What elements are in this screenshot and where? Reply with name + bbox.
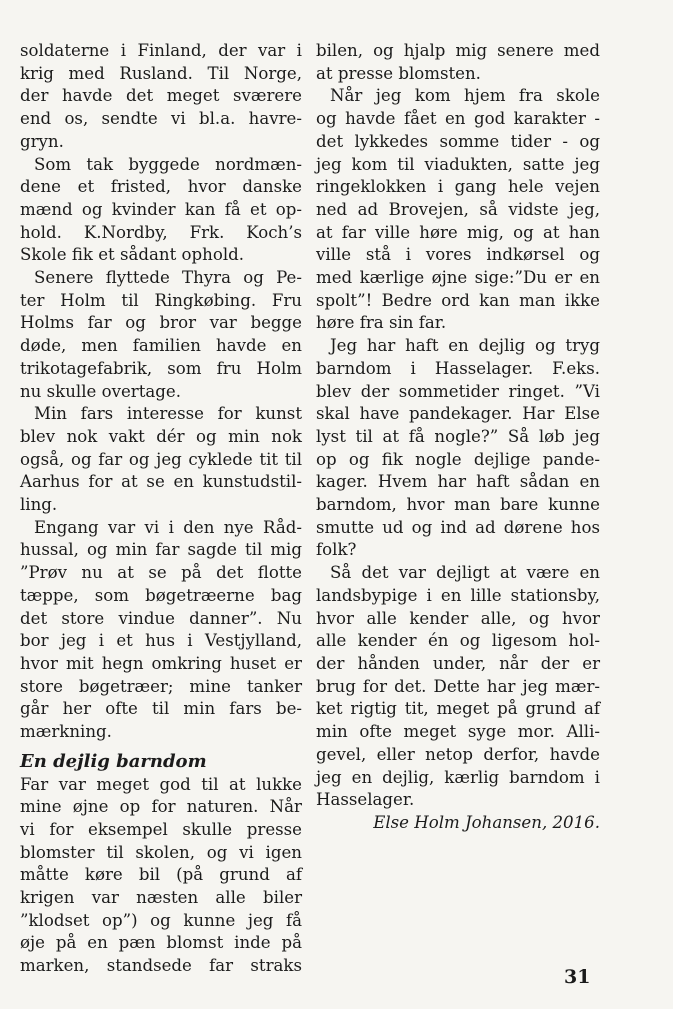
text-line: krigen var næsten alle biler [20, 888, 302, 908]
text-line: Som tak byggede nordmæn- [34, 154, 302, 174]
text-line: ter Holm til Ringkøbing. Fru [20, 290, 302, 310]
text-line: marken, standsede far straks [20, 956, 302, 976]
text-line: Skole fik et sådant ophold. [20, 245, 245, 265]
text-line: Far var meget god til at lukke [20, 774, 302, 794]
text-line: Aarhus for at se en kunstudstil- [20, 472, 302, 492]
text-line: det lykkedes somme tider - og [316, 131, 600, 151]
left-column [20, 40, 302, 978]
text-line: det store vindue danner”. Nu [20, 608, 302, 628]
text-line: og havde fået en god karakter - [316, 109, 600, 129]
text-line: der hånden under, når der er [316, 653, 600, 673]
text-line: ket rigtig tit, meget på grund af [316, 699, 600, 719]
text-line: ringeklokken i gang hele vejen [316, 177, 600, 197]
text-line: Holms far og bror var begge [20, 313, 302, 333]
text-line: krig med Rusland. Til Norge, [20, 63, 302, 83]
text-line: Min fars interesse for kunst [34, 404, 302, 424]
text-line: bilen, og hjalp mig senere med [316, 41, 600, 60]
text-line: lyst til at få nogle?” Så løb jeg [316, 426, 600, 446]
text-line: barndom, hvor man bare kunne [316, 495, 600, 515]
text-line: jeg en dejlig, kærlig barndom i [316, 767, 600, 787]
text-line: ”Prøv nu at se på det flotte [20, 563, 302, 583]
text-line: Engang var vi i den nye Råd- [34, 517, 302, 537]
text-line: høre fra sin far. [316, 313, 447, 333]
text-line: store bøgetræer; mine tanker [20, 676, 302, 696]
text-line: Når jeg kom hjem fra skole [330, 86, 600, 106]
text-line: min ofte meget syge mor. Alli- [316, 722, 600, 742]
text-line: der havde det meget sværere [20, 86, 302, 106]
text-line: vi for eksempel skulle presse [20, 819, 302, 839]
page-number: 31 [564, 966, 591, 988]
text-line: landsbypige i en lille stationsby, [316, 585, 600, 605]
text-line: også, og far og jeg cyklede tit til [20, 449, 302, 469]
text-line: hold. K.Nordby, Frk. Koch’s [20, 222, 302, 242]
text-line: hvor alle kender alle, og hvor [316, 608, 600, 628]
text-line: spolt”! Bedre ord kan man ikke [316, 290, 600, 310]
text-line: ned ad Brovejen, så vidste jeg, [316, 199, 600, 219]
text-line: smutte ud og ind ad dørene hos [316, 517, 600, 537]
text-line: alle kender én og ligesom hol- [316, 631, 600, 651]
text-line: folk? [316, 540, 357, 560]
section-spacer [20, 744, 302, 751]
text-line: ling. [20, 495, 58, 515]
text-line: dene et fristed, hvor danske [20, 177, 302, 197]
text-line: Hasselager. [316, 790, 415, 810]
right-column [316, 40, 600, 835]
text-line: hussal, og min far sagde til mig [20, 540, 302, 560]
text-line: tæppe, som bøgetræerne bag [20, 585, 302, 605]
text-line: Så det var dejligt at være en [330, 563, 600, 583]
text-line: hvor mit hegn omkring huset er [20, 653, 302, 673]
text-line: gevel, eller netop derfor, havde [316, 744, 600, 764]
text-line: blomster til skolen, og vi igen [20, 842, 302, 862]
text-line: bor jeg i et hus i Vestjylland, [20, 631, 302, 651]
text-line: ”klodset op”) og kunne jeg få [20, 910, 302, 930]
text-line: Jeg har haft en dejlig og tryg [330, 336, 600, 356]
text-line: blev der sommetider ringet. ”Vi [316, 381, 600, 401]
text-line: at presse blomsten. [316, 63, 481, 83]
text-line: barndom i Hasselager. F.eks. [316, 358, 600, 378]
text-line: skal have pandekager. Har Else [316, 404, 600, 424]
author-signature: Else Holm Johansen, 2016. [373, 812, 600, 832]
section-heading: En dejlig barndom [20, 750, 207, 772]
text-line: at far ville høre mig, og at han [316, 222, 600, 242]
text-line: øje på en pæn blomst inde på [20, 933, 302, 953]
text-line: ville stå i vores indkørsel og [316, 245, 600, 265]
text-line: gryn. [20, 131, 64, 151]
text-line: trikotagefabrik, som fru Holm [20, 358, 302, 378]
text-line: jeg kom til viadukten, satte jeg [316, 154, 600, 174]
text-line: går her ofte til min fars be- [20, 699, 302, 719]
text-line: end os, sendte vi bl.a. havre- [20, 109, 302, 129]
text-line: kager. Hvem har haft sådan en [316, 472, 600, 492]
text-line: op og fik nogle dejlige pande- [316, 449, 600, 469]
text-line: mærkning. [20, 722, 112, 742]
text-line: mænd og kvinder kan få et op- [20, 199, 302, 219]
text-line: med kærlige øjne sige:”Du er en [316, 268, 600, 288]
text-line: mine øjne op for naturen. Når [20, 797, 302, 817]
text-line: soldaterne i Finland, der var i [20, 41, 302, 60]
text-line: døde, men familien havde en [20, 336, 302, 356]
text-line: Senere flyttede Thyra og Pe- [34, 268, 302, 288]
text-line: nu skulle overtage. [20, 381, 182, 401]
text-line: måtte køre bil (på grund af [20, 865, 302, 885]
text-line: blev nok vakt dér og min nok [20, 426, 302, 446]
text-line: brug for det. Dette har jeg mær- [316, 676, 600, 696]
